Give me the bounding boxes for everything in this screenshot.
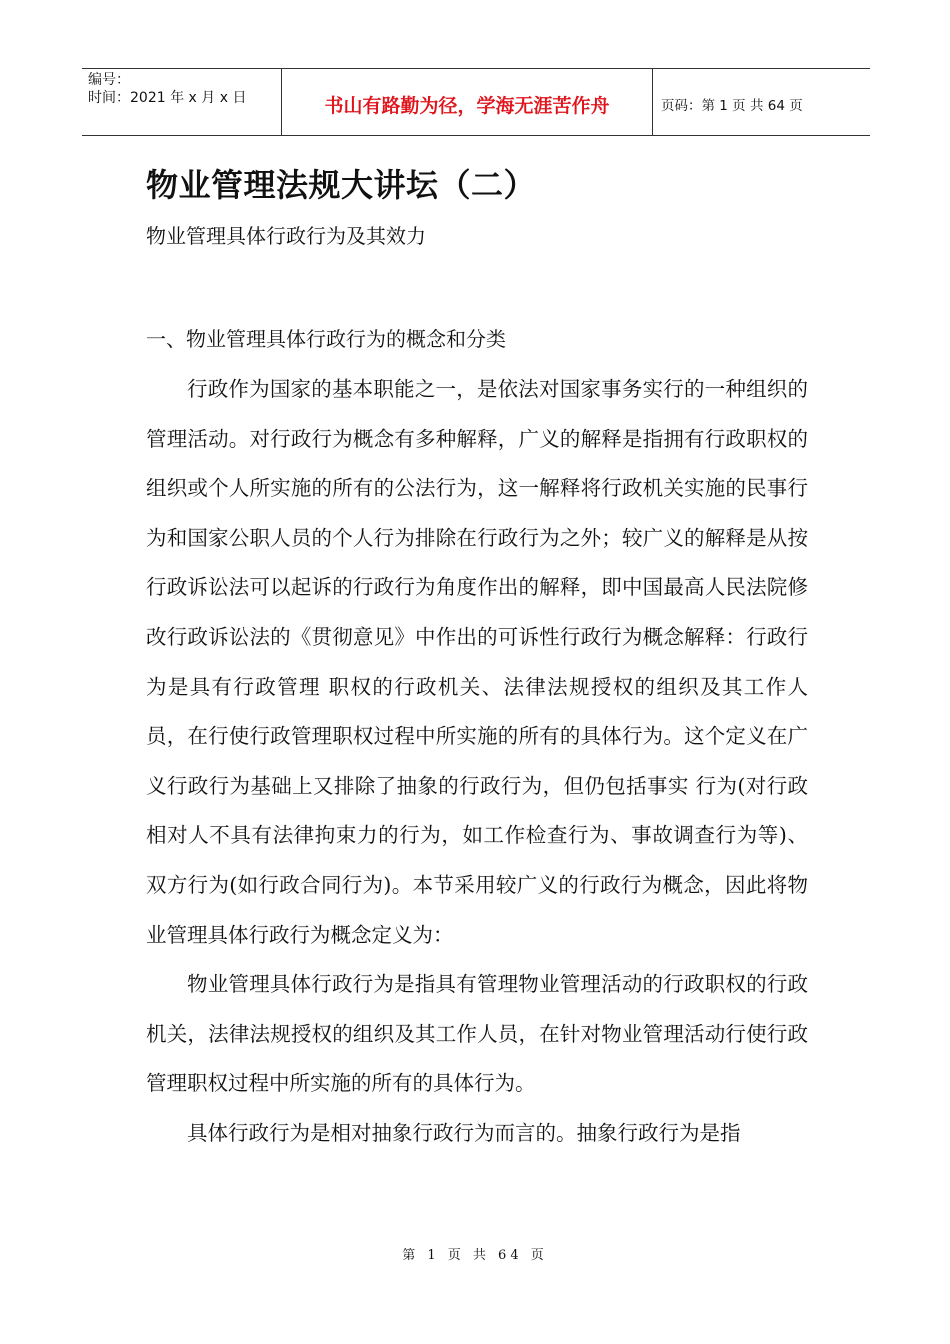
body-text [146, 365, 808, 1159]
paragraph: 具体行政行为是相对抽象行政行为而言的。抽象行政行为是指 [187, 1120, 741, 1145]
page-footer: 第 1 页 共 64 页 [402, 1248, 548, 1263]
date-label: 时间：2021 年 x 月 x 日 [88, 90, 247, 106]
document-title: 物业管理法规大讲坛（二） [146, 166, 537, 204]
section-heading: 一、物业管理具体行政行为的概念和分类 [146, 327, 506, 351]
document-subtitle: 物业管理具体行政行为及其效力 [146, 224, 426, 248]
header-meta [82, 69, 281, 135]
header-page-info: 页码：第 1 页 共 64 页 [661, 98, 803, 114]
header-motto: 书山有路勤为径，学海无涯苦作舟 [281, 69, 653, 135]
header-table [82, 68, 870, 136]
paragraph: 行政作为国家的基本职能之一，是依法对国家事务实行的一种组织的管理活动。对行政行为概念有多种解释，广义的解释是指拥有行政职权的组织或个人所实施的所有的公法行为，这一解释将行政机关实施的民事行为和国家公职人员的个人行为排除在行政行为之外；较广义的解释是从按行政诉讼法可以起诉的行政行为角度作出的解释，即中国最高人民法院修改行政诉讼法的《贯彻意见》中作出的可诉性行政行为概念解释：行政行为是具有行政管理 职权的行政机关、法律法规授权的组织及其工作人员，在行使行政管理职权过程中所实施的所有的具体行为。这个定义在广义行政行为基础上又排除了抽象的行政行为，但仍包括事实 行为(对行政相对人不具有法律拘束力的行为，如工作检查行为、事故调查行为等)、双方行为(如行政合同行为)。本节采用较广义的行政行为概念，因此将物业管理具体行政行为概念定义为： [146, 377, 808, 947]
number-label: 编号： [88, 72, 130, 88]
paragraph: 物业管理具体行政行为是指具有管理物业管理活动的行政职权的行政机关，法律法规授权的组织及其工作人员，在针对物业管理活动行使行政管理职权过程中所实施的所有的具体行为。 [146, 972, 808, 1096]
